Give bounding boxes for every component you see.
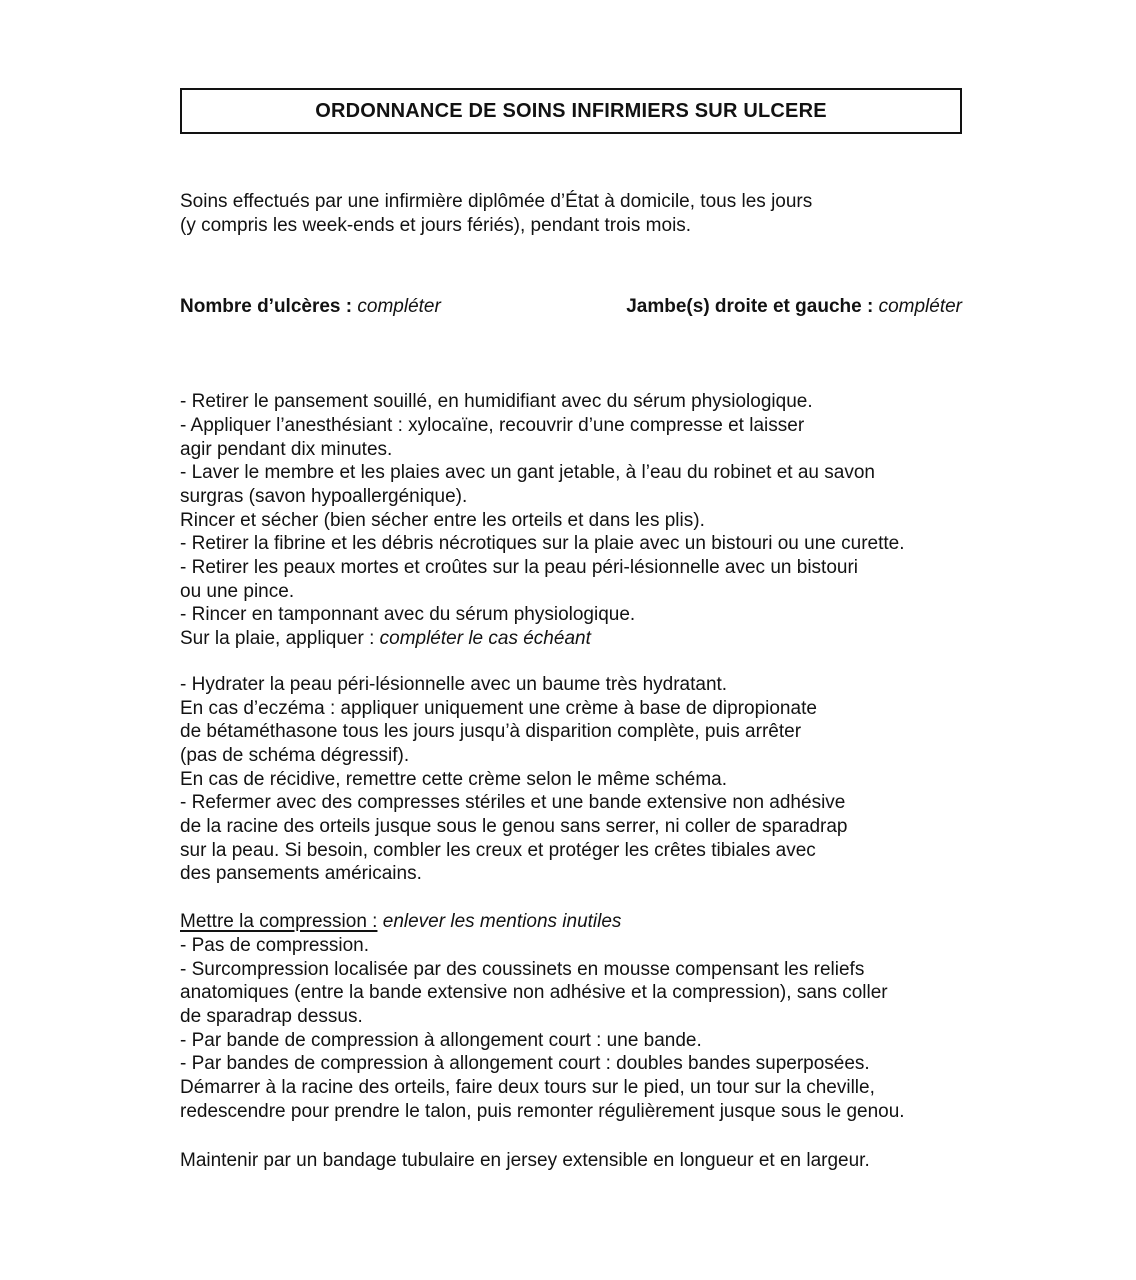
closing-paragraph [180, 1149, 962, 1173]
fields-row [180, 295, 962, 319]
compression-heading-note: enlever les mentions inutiles [382, 911, 622, 933]
care-steps-section [180, 390, 962, 651]
compression-line: anatomiques (entre la bande extensive non adhésive et la compression), sans coller [180, 982, 888, 1004]
ulcer-count-label: Nombre d’ulcères : [180, 296, 353, 318]
ulcer-count-value: compléter [357, 296, 441, 318]
intro-line: Soins effectués par une infirmière diplômée d’État à domicile, tous les jours [180, 191, 813, 212]
compression-line: - Surcompression localisée par des coussinets en mousse compensant les reliefs [180, 958, 865, 980]
document-title-box [180, 88, 962, 134]
skin-care-line: - Hydrater la peau péri-lésionnelle avec un baume très hydratant. [180, 673, 728, 695]
care-step-line: - Retirer le pansement souillé, en humidifiant avec du sérum physiologique. [180, 391, 813, 413]
skin-care-line: - Refermer avec des compresses stériles et une bande extensive non adhésive [180, 792, 846, 814]
skin-care-line: En cas d’eczéma : appliquer uniquement une crème à base de dipropionate [180, 697, 817, 719]
compression-line: redescendre pour prendre le talon, puis remonter régulièrement jusque sous le genou. [180, 1100, 905, 1122]
apply-on-wound-prefix: Sur la plaie, appliquer : [180, 628, 375, 650]
legs-field [626, 295, 962, 319]
compression-line: Démarrer à la racine des orteils, faire deux tours sur le pied, un tour sur la cheville, [180, 1077, 875, 1099]
document-title: ORDONNANCE DE SOINS INFIRMIERS SUR ULCERE [315, 100, 827, 122]
skin-care-line: En cas de récidive, remettre cette crème selon le même schéma. [180, 768, 728, 790]
care-step-line: - Laver le membre et les plaies avec un gant jetable, à l’eau du robinet et au savon [180, 462, 875, 484]
skin-care-line: sur la peau. Si besoin, combler les creux et protéger les crêtes tibiales avec [180, 839, 816, 861]
care-step-line: - Retirer la fibrine et les débris nécrotiques sur la plaie avec un bistouri ou une curette. [180, 533, 905, 555]
care-step-line: ou une pince. [180, 580, 295, 602]
legs-label: Jambe(s) droite et gauche : [626, 296, 874, 318]
closing-line: Maintenir par un bandage tubulaire en jersey extensible en longueur et en largeur. [180, 1149, 870, 1171]
skin-care-line: des pansements américains. [180, 863, 422, 885]
apply-on-wound-line [180, 627, 962, 651]
compression-line: - Par bandes de compression à allongement court : doubles bandes superposées. [180, 1053, 870, 1075]
compression-heading-label: Mettre la compression : [180, 911, 378, 933]
compression-line: de sparadrap dessus. [180, 1005, 363, 1027]
care-step-line: - Retirer les peaux mortes et croûtes sur la peau péri-lésionnelle avec un bistouri [180, 557, 858, 579]
document-body [180, 190, 962, 1172]
care-step-line: - Rincer en tamponnant avec du sérum physiologique. [180, 604, 636, 626]
apply-on-wound-placeholder: compléter le cas échéant [379, 628, 591, 650]
skin-care-line: de bétaméthasone tous les jours jusqu’à disparition complète, puis arrêter [180, 721, 802, 743]
care-step-line: - Appliquer l’anesthésiant : xylocaïne, recouvrir d’une compresse et laisser [180, 414, 805, 436]
skin-care-section [180, 673, 962, 886]
skin-care-line: (pas de schéma dégressif). [180, 744, 410, 766]
compression-heading [180, 910, 962, 934]
legs-value: compléter [878, 296, 962, 318]
ulcer-count-field [180, 295, 441, 319]
compression-section [180, 910, 962, 1123]
care-step-line: agir pendant dix minutes. [180, 438, 393, 460]
intro-paragraph [180, 190, 962, 237]
care-step-line: surgras (savon hypoallergénique). [180, 485, 468, 507]
compression-line: - Pas de compression. [180, 934, 370, 956]
care-step-line: Rincer et sécher (bien sécher entre les orteils et dans les plis). [180, 509, 705, 531]
intro-line: (y compris les week-ends et jours fériés), pendant trois mois. [180, 214, 692, 236]
compression-line: - Par bande de compression à allongement court : une bande. [180, 1029, 702, 1051]
skin-care-line: de la racine des orteils jusque sous le genou sans serrer, ni coller de sparadrap [180, 816, 848, 838]
